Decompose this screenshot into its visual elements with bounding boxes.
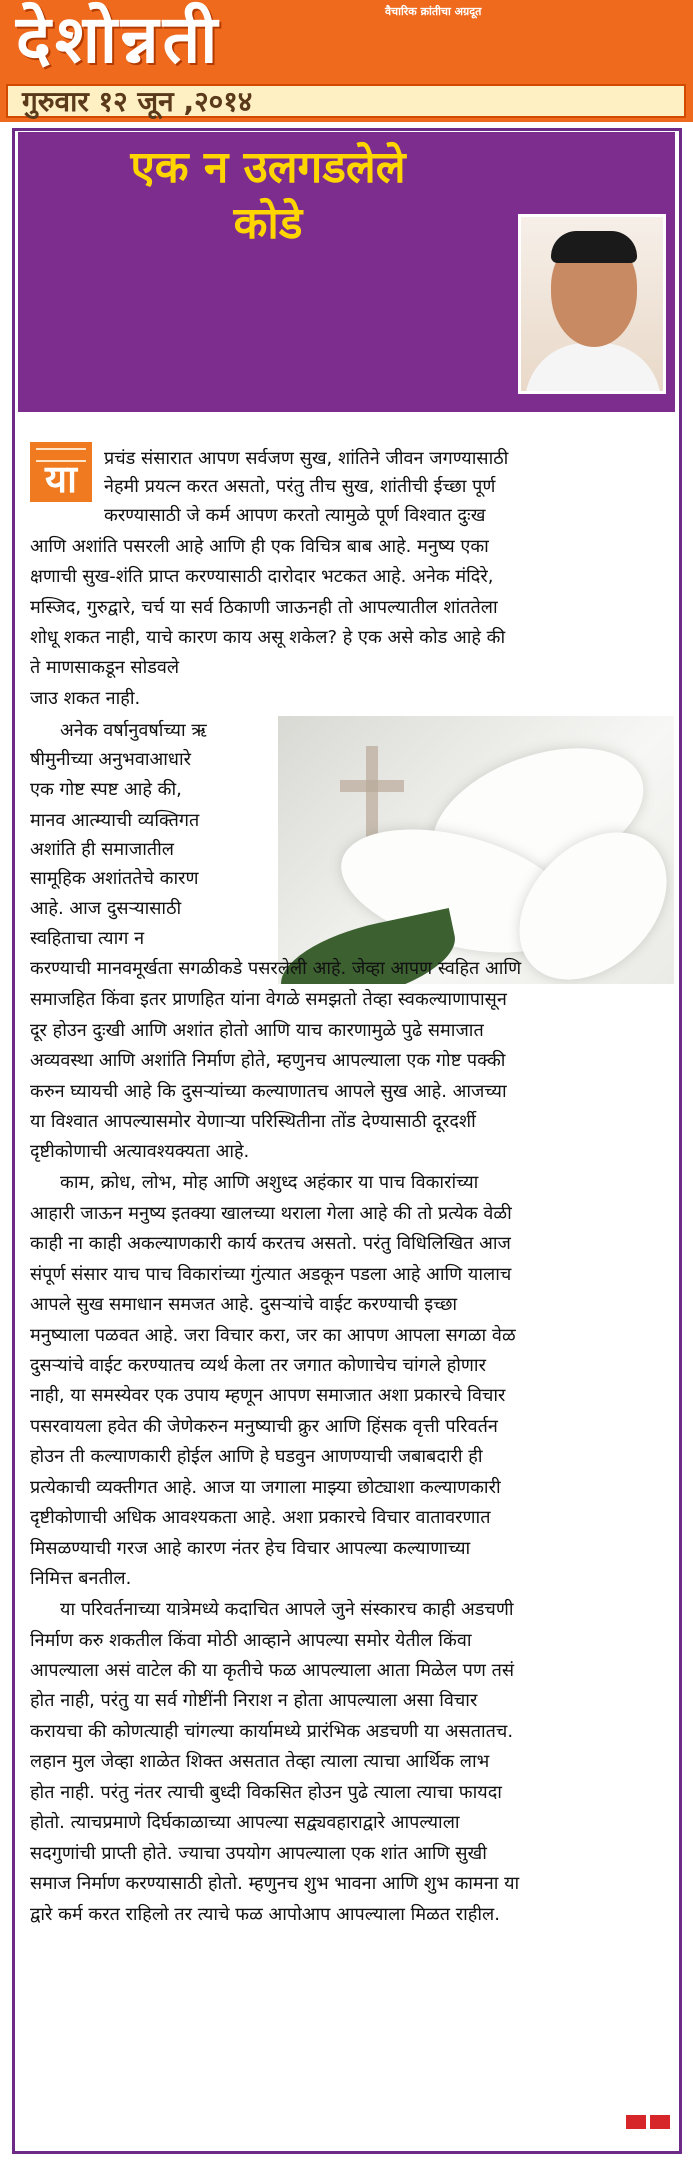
article-line: या विश्वात आपल्यासमोर येणाऱ्या परिस्थितीना तोंड देण्यासाठी दूरदर्शी: [30, 1111, 476, 1132]
article-line: मिसळण्याची गरज आहे कारण नंतर हेच विचार आपल्या कल्याणाच्या: [30, 1538, 471, 1559]
article-line: अनेक वर्षानुवर्षाच्या ऋ: [60, 720, 207, 741]
article-line: काही ना काही अकल्याणकारी कार्य करतच असतो. परंतु विधिलिखित आज: [30, 1233, 511, 1254]
newspaper-tagline: वैचारिक क्रांतीचा अग्रदूत: [385, 5, 482, 18]
article-line: अशांति ही समाजातील: [30, 839, 174, 860]
article-line: ते माणसाकडून सोडवले: [30, 657, 180, 678]
article-line: दूर होउन दुःखी आणि अशांत होतो आणि याच कारणामुळे पुढे समाजात: [30, 1020, 484, 1041]
article-line: करण्याची मानवमूर्खता सगळीकडे पसरलेली आहे. जेव्हा आपण स्वहित आणि: [30, 958, 522, 979]
article-line: षीमुनीच्या अनुभवाआधारे: [30, 749, 191, 770]
article-line: आहे. आज दुसऱ्यासाठी: [30, 898, 182, 919]
article-line: आहारी जाऊन मनुष्य इतक्या खालच्या थराला गेला आहे की तो प्रत्येक वेळी: [30, 1203, 512, 1224]
headline-line-2: कोडे: [233, 198, 303, 249]
article-line: मानव आत्म्याची व्यक्तिगत: [30, 810, 200, 831]
headline-line-1: एक न उलगडलेले: [130, 142, 406, 193]
end-mark: [626, 2114, 674, 2128]
article-line: होत नाही. परंतु नंतर त्याची बुध्दी विकसित होउन पुढे त्याला त्याचा फायदा: [30, 1782, 502, 1803]
article-line: संपूर्ण संसार याच पाच विकारांच्या गुंत्यात अडकून पडला आहे आणि यालाच: [30, 1264, 512, 1285]
article-line: आणि अशांति पसरली आहे आणि ही एक विचित्र बाब आहे. मनुष्य एका: [30, 536, 489, 557]
issue-date: गुरुवार १२ जून ,२०१४: [22, 85, 253, 118]
article-line: स्वहिताचा त्याग न: [30, 928, 145, 949]
article-line: करण्यासाठी जे कर्म आपण करतो त्यामुळे पूर्ण विश्वात दुःख: [104, 505, 486, 526]
article-line: अव्यवस्था आणि अशांति निर्माण होते, म्हणुनच आपल्याला एक गोष्ट पक्की: [30, 1050, 506, 1071]
article-line: या परिवर्तनाच्या यात्रेमध्ये कदाचित आपले जुने संस्कारच काही अडचणी: [60, 1599, 514, 1620]
article-line: निमित्त बनतील.: [30, 1568, 132, 1589]
cross-horizontal: [340, 780, 404, 792]
article-line: आपले सुख समाधान समजत आहे. दुसऱ्यांचे वाईट करण्याची इच्छा: [30, 1294, 458, 1315]
article-line: समाज निर्माण करण्यासाठी होतो. म्हणुनच शुभ भावना आणि शुभ कामना या: [30, 1873, 520, 1894]
cross-vertical: [366, 746, 378, 846]
article-line: प्रचंड संसारात आपण सर्वजण सुख, शांतिने जीवन जगण्यासाठी: [104, 448, 509, 469]
article-line: मस्जिद, गुरुद्वारे, चर्च या सर्व ठिकाणी जाऊनही तो आपल्यातील शांततेला: [30, 597, 498, 618]
article-line: सामूहिक अशांततेचे कारण: [30, 868, 199, 889]
article-line: पसरवायला हवेत की जेणेकरुन मनुष्याची क्रुर आणि हिंसक वृत्ती परिवर्तन: [30, 1416, 498, 1437]
article-line: दृष्टीकोणाची अत्यावश्यक्यता आहे.: [30, 1141, 250, 1162]
date-bar: [6, 84, 686, 118]
article-line: काम, क्रोध, लोभ, मोह आणि अशुध्द अहंकार या पाच विकारांच्या: [60, 1172, 479, 1193]
article-line: समाजहित किंवा इतर प्राणहित यांना वेगळे समझतो तेव्हा स्वकल्याणापासून: [30, 989, 507, 1010]
article-line: मनुष्याला पळवत आहे. जरा विचार करा, जर का आपण आपला सगळा वेळ: [30, 1325, 516, 1346]
portrait-hair: [551, 231, 637, 263]
author-portrait: [518, 214, 666, 394]
article-line: नेहमी प्रयत्न करत असतो, परंतु तीच सुख, शांतीची ईच्छा पूर्ण: [104, 476, 496, 497]
article-line: होत नाही, परंतु या सर्व गोष्टींनी निराश न होता आपल्याला असा विचार: [30, 1690, 478, 1711]
article-line: नाही, या समस्येवर एक उपाय म्हणून आपण समाजात अशा प्रकारचे विचार: [30, 1385, 506, 1406]
article-headline: [38, 140, 498, 252]
newspaper-title: देशोन्नती: [16, 1, 222, 78]
article-line: निर्माण करु शकतील किंवा मोठी आव्हाने आपल्या समोर येतील किंवा: [30, 1630, 472, 1651]
dropcap-letter: या: [45, 457, 77, 501]
article-line: दृष्टीकोणाची अधिक आवश्यकता आहे. अशा प्रकारचे विचार वातावरणात: [30, 1507, 491, 1528]
article-line: होतो. त्याचप्रमाणे दिर्घकाळाच्या आपल्या सद्व्यवहाराद्वारे आपल्याला: [30, 1812, 460, 1833]
article-line: दुसऱ्यांचे वाईट करण्यातच व्यर्थ केला तर जगात कोणाचेच चांगले होणार: [30, 1355, 486, 1376]
article-line: द्वारे कर्म करत राहिलो तर त्याचे फळ आपोआप आपल्याला मिळत राहील.: [30, 1904, 500, 1925]
lily-cross-photo: [278, 716, 674, 984]
article-line: जाउ शकत नाही.: [30, 688, 141, 709]
article-line: लहान मुल जेव्हा शाळेत शिक्त असतात तेव्हा त्याला त्याचा आर्थिक लाभ: [30, 1751, 490, 1772]
article-line: करायचा की कोणत्याही चांगल्या कार्यामध्ये प्रारंभिक अडचणी या असतातच.: [30, 1721, 514, 1742]
dropcap: [30, 442, 92, 502]
article-line: प्रत्येकाची व्यक्तीगत आहे. आज या जगाला माझ्या छोट्याशा कल्याणकारी: [30, 1477, 501, 1498]
article-line: शोधू शकत नाही, याचे कारण काय असू शकेल? हे एक असे कोड आहे की: [30, 627, 506, 648]
portrait-shoulders: [525, 343, 661, 394]
article-line: सदगुणांची प्राप्ती होते. ज्याचा उपयोग आपल्याला एक शांत आणि सुखी: [30, 1843, 487, 1864]
article-line: एक गोष्ट स्पष्ट आहे की,: [30, 779, 182, 800]
article-line: आपल्याला असं वाटेल की या कृतीचे फळ आपल्याला आता मिळेल पण तसं: [30, 1660, 515, 1681]
article-line: क्षणाची सुख-शंति प्राप्त करण्यासाठी दारोदार भटकत आहे. अनेक मंदिरे,: [30, 566, 494, 587]
article-line: होउन ती कल्याणकारी होईल आणि हे घडवुन आणण्याची जबाबदारी ही: [30, 1446, 483, 1467]
article-line: करुन घ्यायची आहे कि दुसऱ्यांच्या कल्याणातच आपले सुख आहे. आजच्या: [30, 1081, 507, 1102]
